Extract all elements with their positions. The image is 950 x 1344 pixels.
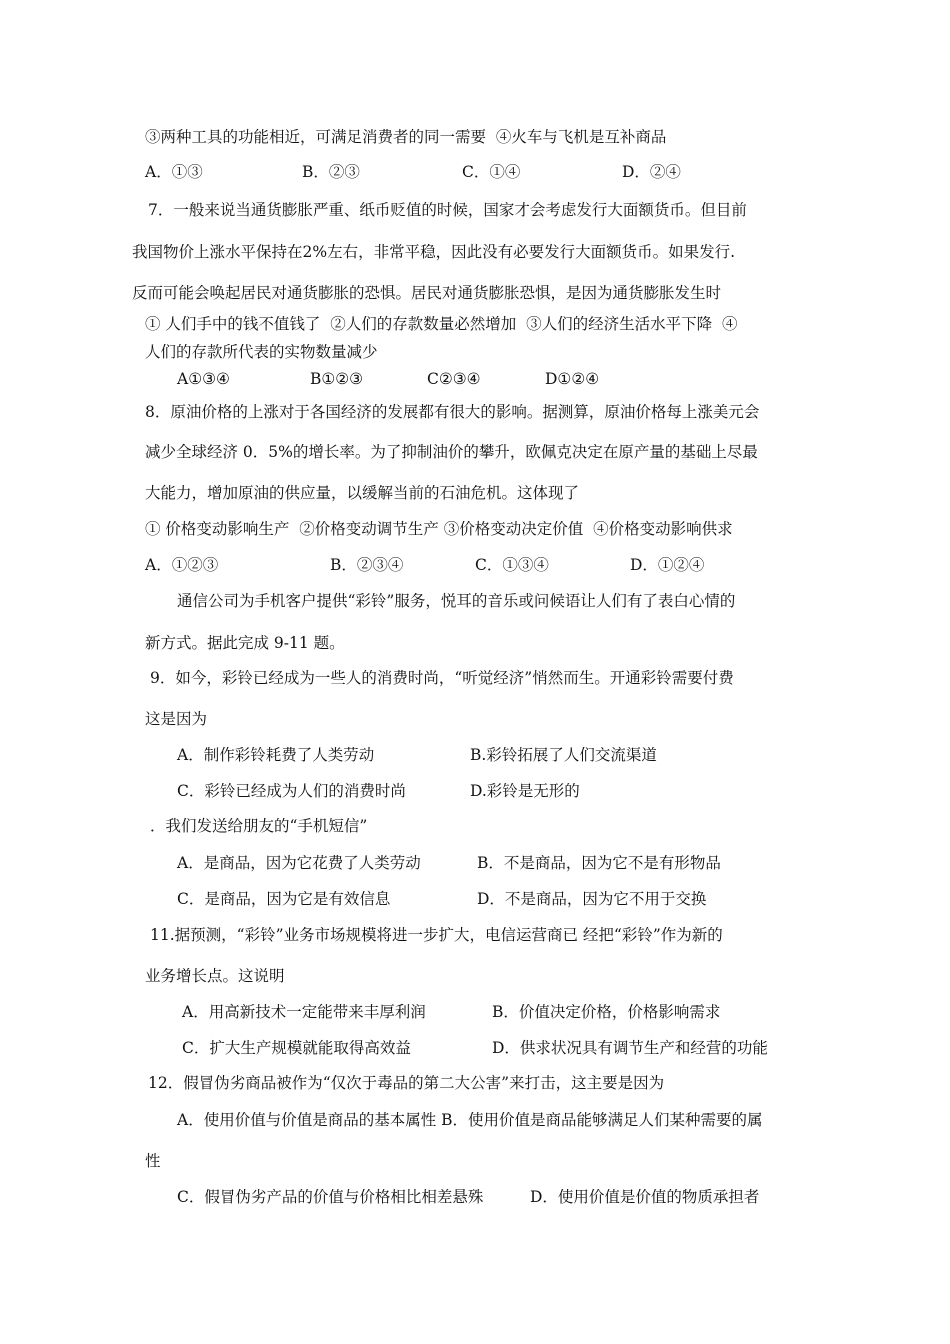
q6-option-a: A．①③ — [145, 163, 203, 181]
q9-option-b: B.彩铃拓展了人们交流渠道 — [470, 746, 657, 764]
q9-stem-line-1: 9．如今，彩铃已经成为一些人的消费时尚，“听觉经济”悄然而生。开通彩铃需要付费 — [150, 669, 734, 687]
q12-stem: 12．假冒伪劣商品被作为“仅次于毒品的第二大公害”来打击，这主要是因为 — [148, 1074, 665, 1092]
q10-option-d: D．不是商品，因为它不用于交换 — [477, 890, 707, 908]
q11-option-d: D．供求状况具有调节生产和经营的功能 — [492, 1039, 768, 1057]
q7-stem-line-3: 反而可能会唤起居民对通货膨胀的恐惧。居民对通货膨胀恐惧，是因为通货膨胀发生时 — [132, 284, 722, 302]
q8-option-a: A．①②③ — [145, 556, 219, 574]
q9-option-a: A．制作彩铃耗费了人类劳动 — [177, 746, 375, 764]
q11-option-b: B．价值决定价格，价格影响需求 — [492, 1003, 721, 1021]
q7-options — [177, 369, 677, 389]
q9-stem-line-2: 这是因为 — [145, 710, 208, 728]
q12-option-c: C．假冒伪劣产品的价值与价格相比相差悬殊 — [177, 1188, 484, 1206]
q8-stem-line-2: 减少全球经济 0．5%的增长率。为了抑制油价的攀升，欧佩克决定在原产量的基础上尽最 — [145, 443, 758, 461]
q11-option-a: A．用高新技术一定能带来丰厚利润 — [182, 1003, 426, 1021]
q9-option-c: C．彩铃已经成为人们的消费时尚 — [177, 782, 406, 800]
q7-choices-line-2: 人们的存款所代表的实物数量减少 — [145, 343, 378, 361]
intro-line-1: 通信公司为手机客户提供“彩铃”服务，悦耳的音乐或问候语让人们有了表白心情的 — [177, 592, 736, 610]
q12-options-ab: A．使用价值与价值是商品的基本属性 B．使用价值是商品能够满足人们某种需要的属 — [177, 1111, 763, 1129]
q10-stem: ．我们发送给朋友的“手机短信” — [150, 817, 368, 835]
q7-choices-line-1: ① 人们手中的钱不值钱了 ②人们的存款数量必然增加 ③人们的经济生活水平下降 ④ — [145, 315, 738, 333]
q11-stem-line-2: 业务增长点。这说明 — [145, 967, 285, 985]
q6-choice-line: ③两种工具的功能相近，可满足消费者的同一需要 ④火车与飞机是互补商品 — [145, 128, 667, 146]
q7-option-d: D①②④ — [545, 370, 600, 388]
q8-option-b: B．②③④ — [330, 556, 404, 574]
q6-options — [145, 162, 745, 182]
q7-option-b: B①②③ — [310, 370, 364, 388]
q8-options — [145, 555, 745, 575]
q11-stem-line-1: 11.据预测，“彩铃”业务市场规模将进一步扩大，电信运营商已 经把“彩铃”作为新的 — [150, 926, 723, 944]
intro-line-2: 新方式。据此完成 9-11 题。 — [145, 634, 345, 652]
q8-option-c: C．①③④ — [475, 556, 549, 574]
q12-option-d: D．使用价值是价值的物质承担者 — [530, 1188, 760, 1206]
q8-stem-line-3: 大能力，增加原油的供应量，以缓解当前的石油危机。这体现了 — [145, 484, 580, 502]
q7-stem-line-2: 我国物价上涨水平保持在2%左右，非常平稳，因此没有必要发行大面额货币。如果发行. — [132, 243, 736, 261]
q11-option-c: C．扩大生产规模就能取得高效益 — [182, 1039, 411, 1057]
q8-choices-line: ① 价格变动影响生产 ②价格变动调节生产 ③价格变动决定价值 ④价格变动影响供求 — [145, 520, 733, 538]
q6-option-c: C．①④ — [462, 163, 521, 181]
q10-option-c: C．是商品，因为它是有效信息 — [177, 890, 391, 908]
q8-stem-line-1: 8．原油价格的上涨对于各国经济的发展都有很大的影响。据测算，原油价格每上涨美元会 — [145, 403, 760, 421]
q9-option-d: D.彩铃是无形的 — [470, 782, 580, 800]
q12-options-ab-cont: 性 — [145, 1152, 161, 1170]
q7-option-a: A①③④ — [177, 370, 230, 388]
q7-option-c: C②③④ — [427, 370, 481, 388]
q6-option-d: D．②④ — [622, 163, 681, 181]
q7-stem-line-1: 7．一般来说当通货膨胀严重、纸币贬值的时候，国家才会考虑发行大面额货币。但目前 — [148, 201, 747, 219]
q6-option-b: B．②③ — [302, 163, 360, 181]
q8-option-d: D．①②④ — [630, 556, 705, 574]
q10-option-a: A．是商品，因为它花费了人类劳动 — [177, 854, 421, 872]
q10-option-b: B．不是商品，因为它不是有形物品 — [477, 854, 721, 872]
